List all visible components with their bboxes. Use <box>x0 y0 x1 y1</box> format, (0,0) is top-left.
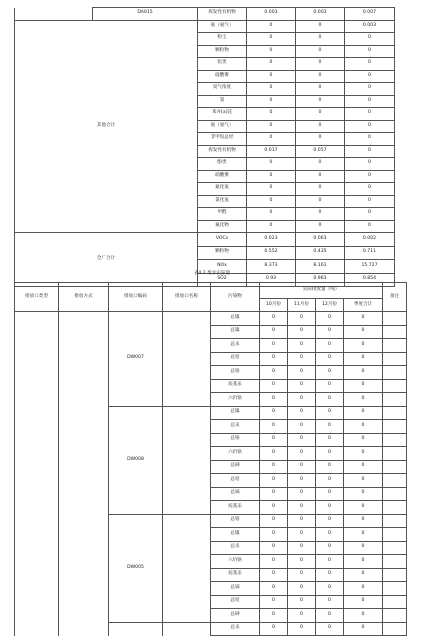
value-cell: 0 <box>260 460 288 474</box>
pollutant-cell: 总铅 <box>211 474 260 488</box>
value-cell: 0 <box>247 95 296 108</box>
value-cell: 0 <box>247 195 296 208</box>
value-cell: 0 <box>247 220 296 233</box>
outlet-type-cell <box>15 312 59 636</box>
value-cell: 0 <box>296 58 345 71</box>
value-cell: 0 <box>296 33 345 46</box>
table-caption: 表4.2 废水实际量 <box>193 271 231 276</box>
value-cell: 15.727 <box>345 260 395 274</box>
value-cell: 0 <box>345 195 395 208</box>
value-cell: 0.552 <box>247 246 296 260</box>
remark-cell <box>383 474 407 488</box>
value-cell: 0 <box>288 487 316 501</box>
remark-cell <box>383 568 407 582</box>
header-month: 11月份 <box>288 299 316 312</box>
value-cell: 0 <box>316 501 344 515</box>
value-cell: 0 <box>344 379 383 393</box>
value-cell: 0 <box>296 70 345 83</box>
value-cell: 0 <box>316 622 344 636</box>
method-cell <box>59 312 109 636</box>
value-cell: 0 <box>247 33 296 46</box>
value-cell: 0 <box>296 220 345 233</box>
value-cell: 0 <box>344 420 383 434</box>
value-cell: 0 <box>344 555 383 569</box>
pollutant-cell: 臭气浓度 <box>198 83 247 96</box>
remark-cell <box>383 379 407 393</box>
value-cell: 0.93 <box>247 273 296 287</box>
value-cell: 0 <box>296 108 345 121</box>
table-row <box>15 20 395 33</box>
pollutant-cell: 总砷 <box>211 460 260 474</box>
value-cell: 0 <box>247 20 296 33</box>
value-cell: 0 <box>260 595 288 609</box>
pollutant-cell: SO2 <box>198 273 247 287</box>
header-row <box>15 283 407 299</box>
value-cell: 0 <box>344 595 383 609</box>
value-cell: 0.023 <box>247 233 296 247</box>
pollutant-cell: 六价铬 <box>211 555 260 569</box>
emission-table-water <box>14 282 407 636</box>
outlet-name-cell <box>163 406 211 514</box>
value-cell: 0 <box>316 366 344 380</box>
pollutant-cell: NOx <box>198 260 247 274</box>
value-cell: 0 <box>345 58 395 71</box>
value-cell: 0 <box>316 555 344 569</box>
value-cell: 0 <box>260 433 288 447</box>
pollutant-cell: 总铬 <box>211 514 260 528</box>
value-cell: 0 <box>247 58 296 71</box>
table-row <box>15 312 407 326</box>
remark-cell <box>383 393 407 407</box>
outlet-code-cell: DW007 <box>109 312 163 407</box>
pollutant-cell: 烷基汞 <box>211 501 260 515</box>
value-cell: 0 <box>345 120 395 133</box>
value-cell: 0 <box>316 474 344 488</box>
header-outlet-type: 排放口类型 <box>15 283 59 312</box>
value-cell: 0 <box>260 474 288 488</box>
pollutant-cell: 六价铬 <box>211 447 260 461</box>
value-cell: 0 <box>316 487 344 501</box>
value-cell: 0 <box>260 609 288 623</box>
pollutant-cell: 非甲烷总烃 <box>198 133 247 146</box>
pollutant-cell: 总镍 <box>211 528 260 542</box>
outlet-name-cell <box>163 514 211 622</box>
value-cell: 0 <box>247 133 296 146</box>
pollutant-cell: 酚类 <box>198 158 247 171</box>
remark-cell <box>383 447 407 461</box>
remark-cell <box>383 582 407 596</box>
header-outlet-code: 排放口编码 <box>109 283 163 312</box>
remark-cell <box>383 528 407 542</box>
pollutant-cell: 烷基汞 <box>211 568 260 582</box>
pollutant-cell: 总汞 <box>211 420 260 434</box>
value-cell: 0 <box>288 514 316 528</box>
value-cell: 0.007 <box>345 8 395 21</box>
value-cell: 0 <box>260 366 288 380</box>
value-cell: 0 <box>345 170 395 183</box>
value-cell: 0 <box>345 145 395 158</box>
value-cell: 0 <box>260 487 288 501</box>
value-cell: 0 <box>316 528 344 542</box>
header-method: 排放方式 <box>59 283 109 312</box>
value-cell: 0.003 <box>345 20 395 33</box>
remark-cell <box>383 487 407 501</box>
pollutant-cell: 颗粒物 <box>198 246 247 260</box>
value-cell: 0 <box>288 447 316 461</box>
pollutant-cell: 苯并[a]芘 <box>198 108 247 121</box>
value-cell: 0 <box>260 447 288 461</box>
value-cell: 0 <box>296 170 345 183</box>
value-cell: 0 <box>316 312 344 326</box>
value-cell: 0 <box>344 609 383 623</box>
table-row <box>15 233 395 247</box>
value-cell: 0 <box>316 582 344 596</box>
value-cell: 0.003 <box>296 8 345 21</box>
pollutant-cell: 氨（氨气） <box>198 20 247 33</box>
value-cell: 0 <box>288 352 316 366</box>
value-cell: 0 <box>260 555 288 569</box>
value-cell: 0 <box>344 514 383 528</box>
pollutant-cell: 总镍 <box>211 312 260 326</box>
pollutant-cell: 总镉 <box>211 582 260 596</box>
pollutant-cell: 总铅 <box>211 352 260 366</box>
remark-cell <box>383 460 407 474</box>
pollutant-cell: 挥发性有机物 <box>198 145 247 158</box>
value-cell: 0 <box>296 83 345 96</box>
value-cell: 0 <box>296 158 345 171</box>
value-cell: 0 <box>288 366 316 380</box>
value-cell: 0 <box>247 108 296 121</box>
pollutant-cell: 硝酸雾 <box>198 170 247 183</box>
remark-cell <box>383 339 407 353</box>
value-cell: 0 <box>260 568 288 582</box>
value-cell: 0 <box>288 393 316 407</box>
value-cell: 0 <box>316 568 344 582</box>
value-cell: 0 <box>344 339 383 353</box>
pollutant-cell: 硫酸雾 <box>198 70 247 83</box>
value-cell: 0 <box>345 108 395 121</box>
header-outlet-name: 排放口名称 <box>163 283 211 312</box>
value-cell: 0 <box>260 312 288 326</box>
value-cell: 0 <box>345 220 395 233</box>
value-cell: 0 <box>316 541 344 555</box>
value-cell: 0.003 <box>247 8 296 21</box>
value-cell: 0 <box>344 487 383 501</box>
value-cell: 0 <box>288 312 316 326</box>
value-cell: 0 <box>288 460 316 474</box>
outlet-code-cell: DA015 <box>93 8 198 21</box>
value-cell: 0 <box>345 45 395 58</box>
value-cell: 0 <box>316 460 344 474</box>
value-cell: 0 <box>344 460 383 474</box>
value-cell: 0 <box>288 568 316 582</box>
value-cell: 8.373 <box>247 260 296 274</box>
value-cell: 0 <box>260 406 288 420</box>
value-cell: 0 <box>316 352 344 366</box>
outlet-code-cell: DW008 <box>109 406 163 514</box>
value-cell: 0 <box>344 325 383 339</box>
pollutant-cell: 氯化氢 <box>198 195 247 208</box>
pollutant-cell: 总汞 <box>211 622 260 636</box>
header-quarter-total: 季度合计 <box>344 299 383 312</box>
pollutant-cell: 总铅 <box>211 595 260 609</box>
pollutant-cell: 氮化氢 <box>198 183 247 196</box>
group-label-plant: 全厂合计 <box>15 233 198 287</box>
pollutant-cell: 烷基汞 <box>211 379 260 393</box>
pollutant-cell: 总汞 <box>211 339 260 353</box>
value-cell: 0 <box>345 33 395 46</box>
remark-cell <box>383 541 407 555</box>
header-remark: 备注 <box>383 283 407 312</box>
value-cell: 0 <box>316 609 344 623</box>
value-cell: 0 <box>344 312 383 326</box>
pollutant-cell: 铅类 <box>198 58 247 71</box>
value-cell: 0 <box>260 528 288 542</box>
value-cell: 0 <box>288 406 316 420</box>
value-cell: 0 <box>247 183 296 196</box>
value-cell: 0 <box>345 208 395 221</box>
value-cell: 0 <box>288 541 316 555</box>
remark-cell <box>383 595 407 609</box>
value-cell: 0 <box>260 420 288 434</box>
value-cell: 0.711 <box>345 246 395 260</box>
pollutant-cell: 总镍 <box>211 406 260 420</box>
value-cell: 0 <box>316 595 344 609</box>
value-cell: 0 <box>344 366 383 380</box>
remark-cell <box>383 352 407 366</box>
value-cell: 0.057 <box>296 145 345 158</box>
value-cell: 0 <box>260 393 288 407</box>
value-cell: 0 <box>260 514 288 528</box>
pollutant-cell: 总镍 <box>211 325 260 339</box>
value-cell: 0 <box>344 622 383 636</box>
header-pollutant: 污染物 <box>211 283 260 312</box>
value-cell: 0 <box>288 474 316 488</box>
value-cell: 0 <box>247 158 296 171</box>
value-cell: 0 <box>345 183 395 196</box>
value-cell: 0 <box>316 393 344 407</box>
remark-cell <box>383 420 407 434</box>
remark-cell <box>383 312 407 326</box>
value-cell: 0 <box>260 379 288 393</box>
value-cell: 0 <box>247 170 296 183</box>
pollutant-cell: 颗粒物 <box>198 45 247 58</box>
value-cell: 0 <box>344 352 383 366</box>
value-cell: 0 <box>344 433 383 447</box>
value-cell: 0 <box>296 20 345 33</box>
value-cell: 0 <box>288 582 316 596</box>
group-label-other: 其他合计 <box>15 20 198 233</box>
pollutant-cell: VOCs <box>198 233 247 247</box>
value-cell: 8.161 <box>296 260 345 274</box>
value-cell: 0 <box>296 133 345 146</box>
group-cell-continued <box>15 8 93 21</box>
value-cell: 0.017 <box>247 145 296 158</box>
value-cell: 0 <box>344 528 383 542</box>
value-cell: 0 <box>247 45 296 58</box>
pollutant-cell: 总汞 <box>211 541 260 555</box>
value-cell: 0 <box>296 45 345 58</box>
value-cell: 0 <box>288 609 316 623</box>
value-cell: 0 <box>288 528 316 542</box>
emission-table-gas <box>14 7 395 287</box>
value-cell: 0 <box>260 501 288 515</box>
pollutant-cell: 氨（氨气） <box>198 120 247 133</box>
value-cell: 0 <box>316 406 344 420</box>
value-cell: 0 <box>345 83 395 96</box>
outlet-code-cell: DW005 <box>109 514 163 622</box>
pollutant-cell: 总铬 <box>211 433 260 447</box>
remark-cell <box>383 406 407 420</box>
value-cell: 0 <box>344 568 383 582</box>
value-cell: 0 <box>288 379 316 393</box>
value-cell: 0 <box>345 158 395 171</box>
value-cell: 0 <box>247 120 296 133</box>
pollutant-cell: 六价铬 <box>211 393 260 407</box>
value-cell: 0.963 <box>296 273 345 287</box>
value-cell: 0 <box>316 420 344 434</box>
remark-cell <box>383 622 407 636</box>
value-cell: 0 <box>288 622 316 636</box>
value-cell: 0 <box>345 133 395 146</box>
table-row <box>15 8 395 21</box>
header-month: 12月份 <box>316 299 344 312</box>
value-cell: 0 <box>288 339 316 353</box>
value-cell: 0 <box>260 325 288 339</box>
remark-cell <box>383 366 407 380</box>
remark-cell <box>383 501 407 515</box>
remark-cell <box>383 433 407 447</box>
pollutant-cell: 氟化物 <box>198 220 247 233</box>
value-cell: 0 <box>296 208 345 221</box>
value-cell: 0 <box>288 501 316 515</box>
remark-cell <box>383 555 407 569</box>
value-cell: 0 <box>260 541 288 555</box>
value-cell: 0 <box>316 339 344 353</box>
value-cell: 0 <box>344 582 383 596</box>
value-cell: 0.063 <box>296 233 345 247</box>
value-cell: 0 <box>316 433 344 447</box>
outlet-name-cell <box>163 622 211 636</box>
value-cell: 0 <box>288 325 316 339</box>
value-cell: 0 <box>247 208 296 221</box>
header-month: 10月份 <box>260 299 288 312</box>
value-cell: 0 <box>344 406 383 420</box>
pollutant-cell: 挥发性有机物 <box>198 8 247 21</box>
value-cell: 0 <box>296 183 345 196</box>
value-cell: 0 <box>345 70 395 83</box>
remark-cell <box>383 325 407 339</box>
header-actual-emission: 实际排放量（吨） <box>260 283 383 299</box>
value-cell: 0 <box>316 447 344 461</box>
value-cell: 0 <box>316 514 344 528</box>
value-cell: 0 <box>288 433 316 447</box>
value-cell: 0 <box>260 622 288 636</box>
pollutant-cell: 氯 <box>198 95 247 108</box>
value-cell: 0 <box>344 501 383 515</box>
outlet-code-cell <box>109 622 163 636</box>
value-cell: 0.435 <box>296 246 345 260</box>
value-cell: 0 <box>247 83 296 96</box>
value-cell: 0 <box>288 420 316 434</box>
value-cell: 0 <box>260 582 288 596</box>
pollutant-cell: 总镉 <box>211 487 260 501</box>
remark-cell <box>383 609 407 623</box>
value-cell: 0 <box>344 447 383 461</box>
remark-cell <box>383 514 407 528</box>
value-cell: 0 <box>316 379 344 393</box>
value-cell: 0 <box>288 555 316 569</box>
pollutant-cell: 甲醛 <box>198 208 247 221</box>
value-cell: 0 <box>296 195 345 208</box>
value-cell: 0 <box>344 393 383 407</box>
pollutant-cell: 总铬 <box>211 366 260 380</box>
value-cell: 0 <box>288 595 316 609</box>
value-cell: 0 <box>344 474 383 488</box>
outlet-name-cell <box>163 312 211 407</box>
value-cell: 0 <box>247 70 296 83</box>
value-cell: 0 <box>344 541 383 555</box>
value-cell: 0 <box>260 339 288 353</box>
pollutant-cell: 总砷 <box>211 609 260 623</box>
value-cell: 0.002 <box>345 233 395 247</box>
value-cell: 0 <box>260 352 288 366</box>
value-cell: 0 <box>316 325 344 339</box>
pollutant-cell: 粉尘 <box>198 33 247 46</box>
value-cell: 0.854 <box>345 273 395 287</box>
value-cell: 0 <box>296 120 345 133</box>
value-cell: 0 <box>296 95 345 108</box>
value-cell: 0 <box>345 95 395 108</box>
